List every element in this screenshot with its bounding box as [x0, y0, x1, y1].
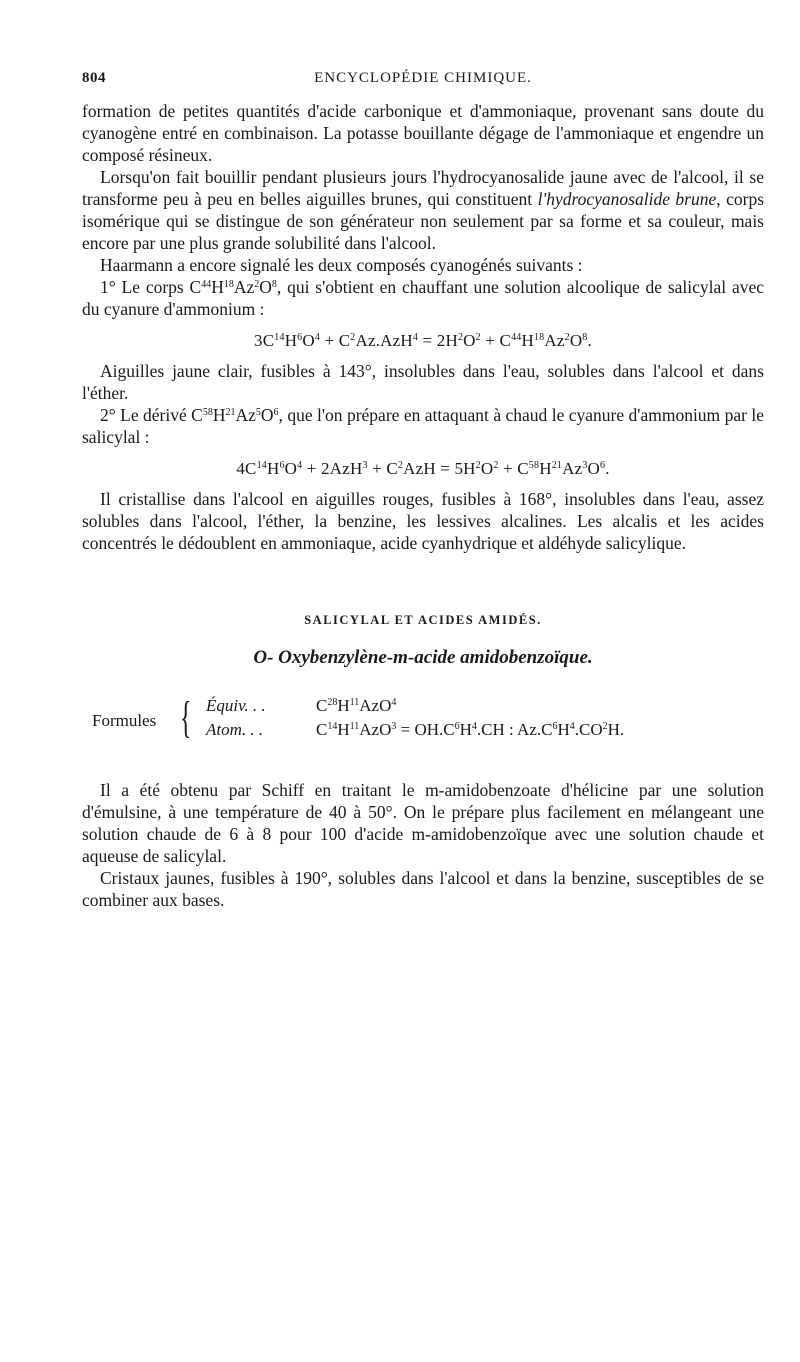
equation-2: $4C^{14}H^6O^4 + 2AzH^3 + C^2AzH = 5H^2O^2 + C^{58}H^{21}Az^3O^6$. [236, 459, 610, 478]
paragraph-6-part-a: 2° Le dérivé C [100, 405, 203, 425]
page-header [82, 70, 764, 92]
formula-equiv-row [206, 695, 396, 717]
compound-title: O- Oxybenzylène-m-acide amidobenzoïque. [253, 647, 593, 668]
paragraph-9: Cristaux jaunes, fusibles à 190°, solubles dans l'alcool et dans la benzine, susceptibles de se combiner aux bases. [82, 868, 764, 910]
formulas-label: Formules [92, 711, 157, 730]
paragraph-3: Haarmann a encore signalé les deux composés cyanogénés suivants : [100, 255, 583, 275]
paragraph-2-part-a: Lorsqu'on fait bouillir pendant plusieurs jours l'hydrocyanosalide jaune avec de l'alcool, il se transforme peu à peu en belles aiguilles brunes, qui constituent [82, 167, 764, 209]
paragraph-2-italic: l'hydrocyanosalide brune [537, 189, 717, 209]
paragraph-7: Il cristallise dans l'alcool en aiguilles rouges, fusibles à 168°, insolubles dans l'eau, assez solubles dans l'alcool, l'éther, la benzine, les lessives alcalines. Les alcalis et les acides concentrés le dédoublent en ammoniaque, acide cyanhydrique et aldéhyde salicylique. [82, 489, 764, 553]
paragraph-4-part-b: , qui s'obtient en chauffant une solution alcoolique de salicylal avec du cyanure d'ammonium : [82, 277, 764, 319]
paragraph-6-part-b: , que l'on prépare en attaquant à chaud le cyanure d'ammonium par le salicylal : [82, 405, 764, 447]
paragraph-4: 1° Le corps $C^{44}H^{18}Az^2O^8$, qui s'obtient en chauffant une solution alcoolique de salicylal avec du cyanure d'ammonium : [82, 277, 764, 319]
page-number: 804 [82, 70, 106, 86]
paragraph-8: Il a été obtenu par Schiff en traitant le m-amidobenzoate d'hélicine par une solution d'émulsine, à une température de 40 à 50°. On le prépare plus facilement en mélangeant une solution chaude de 6 à 8 pour 100 d'acide m-amidobenzoïque avec une solution chaude et aqueuse de salicylal. [82, 780, 764, 866]
brace-icon: { [180, 693, 192, 742]
paragraph-1: formation de petites quantités d'acide carbonique et d'ammoniaque, provenant sans doute du cyanogène entré en combinaison. La potasse bouillante dégage de l'ammoniaque et engendre un composé résineux. [82, 101, 764, 165]
atom-label: Atom. . . [206, 720, 264, 739]
paragraph-6: 2° Le dérivé $C^{58}H^{21}Az^5O^6$, que l'on prépare en attaquant à chaud le cyanure d'ammonium par le salicylal : [82, 405, 764, 447]
page-body [82, 100, 764, 911]
formula-atom-row [206, 719, 624, 741]
atom-formula: $C^{14}H^{11}AzO^3 = OH.C^6H^4.CH$ : $Az.C^6H^4.CO^2H$. [316, 720, 625, 739]
paragraph-2-part-b: , corps isomérique qui se distingue de son générateur non seulement par sa forme et sa couleur, mais encore par une plus grande solubilité dans l'alcool. [82, 189, 765, 253]
equiv-label: Équiv. . . [206, 696, 266, 715]
equiv-formula: $C^{28}H^{11}AzO^4$ [316, 696, 397, 715]
paragraph-2 [82, 166, 764, 254]
section-title: SALICYLAL ET ACIDES AMIDÉS. [304, 613, 542, 627]
paragraph-5: Aiguilles jaune clair, fusibles à 143°, insolubles dans l'eau, solubles dans l'alcool et dans l'éther. [82, 361, 764, 403]
paragraph-4-part-a: 1° Le corps C [100, 277, 202, 297]
equation-1: $3C^{14}H^6O^4 + C^2Az.AzH^4 = 2H^2O^2 + C^{44}H^{18}Az^2O^8$. [254, 331, 592, 350]
running-title: ENCYCLOPÉDIE CHIMIQUE. [314, 70, 532, 86]
formulas-block [82, 693, 764, 749]
